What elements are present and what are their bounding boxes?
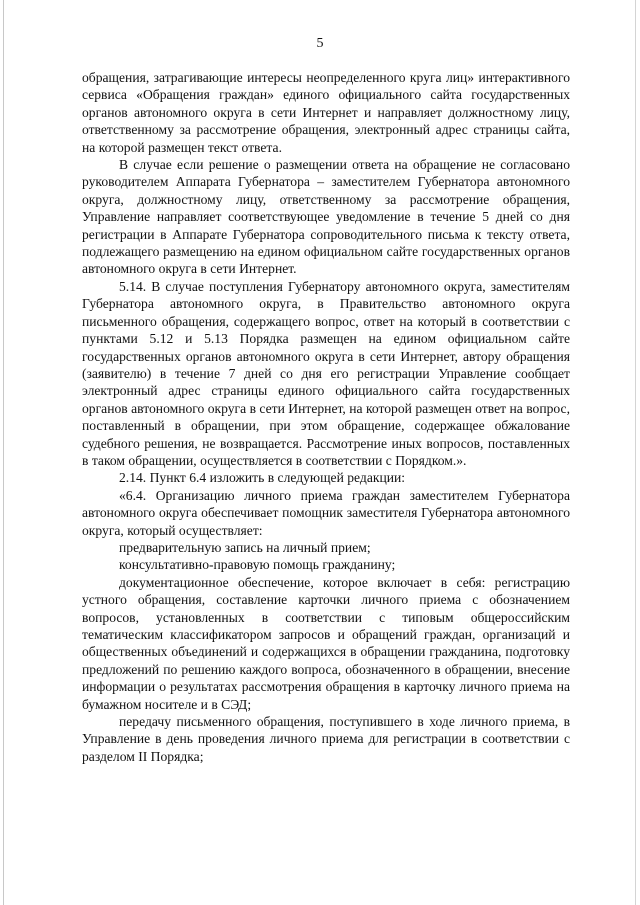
scan-edge-right [635,0,636,905]
paragraph: 2.14. Пункт 6.4 изложить в следующей редакции: [119,470,406,486]
paragraph: 5.14. В случае поступления Губернатору автономного округа, заместителям Губернатора автономного округа, в Правительство автономного округа письменного обращения, содержащего вопрос, ответ на который в соответствии с пунктами 5.12 и 5.13 Порядка размещен на едином официальном сайте государственных органов автономного округа в сети Интернет, автору обращения (заявителю) в течение 7 дней со дня его регистрации Управление сообщает электронный адрес страницы единого официального сайта государственных органов автономного округа в сети Интернет, на которой размещен ответ на вопрос, поставленный в обращении, при этом обращение, содержащее обжалование судебного решения, не возвращается. Рассмотрение иных вопросов, поставленных в таком обращении, осуществляется в соответствии с Порядком.». [82,278,570,468]
document-body [82,69,570,765]
paragraph: консультативно-правовую помощь гражданину; [119,557,396,573]
paragraph: документационное обеспечение, которое включает в себя: регистрацию устного обращения, составление карточки личного приема с обозначением вопросов, установленных в соответствии с типовым общероссийским тематическим классификатором запросов и обращений граждан, организаций и общественных объединений и содержащихся в обращении гражданина, подготовку предложений по решению каждого вопроса, обозначенного в обращении, внесение информации о результатах рассмотрения обращения в карточку личного приема на бумажном носителе и в СЭД; [82,574,570,712]
paragraph: обращения, затрагивающие интересы неопределенного круга лиц» интерактивного сервиса «Обращения граждан» единого официального сайта государственных органов автономного округа в сети Интернет и направляет должностному лицу, ответственному за рассмотрение обращения, электронный адрес страницы сайта, на которой размещен текст ответа. [82,70,570,155]
paragraph: предварительную запись на личный прием; [119,539,371,555]
paragraph: В случае если решение о размещении ответа на обращение не согласовано руководителем Аппарата Губернатора – заместителем Губернатора автономного округа, должностному лицу, ответственному за рассмотрение обращения, Управление направляет соответствующее уведомление в течение 5 дней со дня регистрации в Аппарате Губернатора сопроводительного письма к тексту ответа, подлежащего размещению на едином официальном сайте государственных органов автономного округа в сети Интернет. [82,157,570,277]
paragraph: «6.4. Организацию личного приема граждан заместителем Губернатора автономного округа обеспечивает помощник заместителя Губернатора автономного округа, который осуществляет: [82,487,570,538]
page-number: 5 [316,36,324,51]
scan-edge-left [3,0,4,905]
paragraph: передачу письменного обращения, поступившего в ходе личного приема, в Управление в день проведения личного приема для регистрации в соответствии с разделом II Порядка; [82,714,570,764]
